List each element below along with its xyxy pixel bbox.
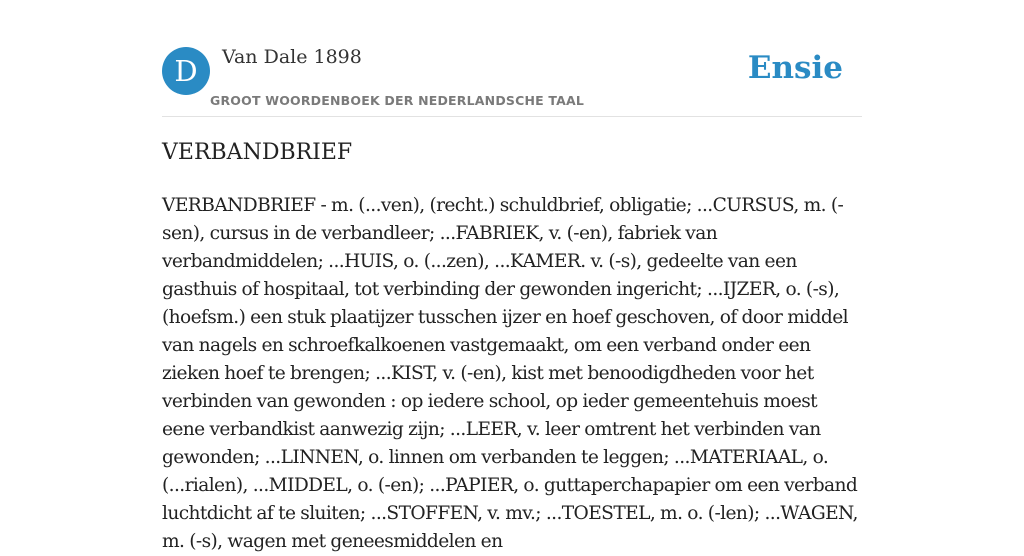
entry-title: VERBANDBRIEF (162, 140, 353, 165)
dictionary-title[interactable]: Van Dale 1898 (222, 46, 362, 68)
dictionary-subtitle: GROOT WOORDENBOEK DER NEDERLANDSCHE TAAL (210, 93, 585, 108)
dictionary-logo[interactable]: D (162, 47, 210, 95)
entry-definition: VERBANDBRIEF - m. (...ven), (recht.) schuldbrief, obligatie; ...CURSUS, m. (-sen), cursus in de verbandleer; ...FABRIEK, v. (-en), fabriek van verbandmiddelen; ...HUIS, o. (...zen), ...KAMER. v. (-s), gedeelte van een gasthuis of hospitaal, tot verbinding der gewonden ingericht; ...IJZER, o. (-s), (hoefsm.) een stuk plaatijzer tusschen ijzer en hoef geschoven, of door middel van nagels en schroefkalkoenen vastgemaakt, om een verband onder een zieken hoef te brengen; ...KIST, v. (-en), kist met benoodigdheden voor het verbinden van gewonden : op iedere school, op ieder gemeentehuis moest eene verbandkist aanwezig zijn; ...LEER, v. leer omtrent het verbinden van gewonden; ...LINNEN, o. linnen om verbanden te leggen; ...MATERIAAL, o. (...rialen), ...MIDDEL, o. (-en); ...PAPIER, o. guttaperchapapier om een verband luchtdicht af te sluiten; ...STOFFEN, v. mv.; ...TOESTEL, m. o. (-len); ...WAGEN, m. (-s), wagen met geneesmiddelen en (162, 195, 858, 552)
ensie-brand-logo[interactable]: Ensie (747, 50, 843, 86)
site-header (162, 40, 862, 117)
